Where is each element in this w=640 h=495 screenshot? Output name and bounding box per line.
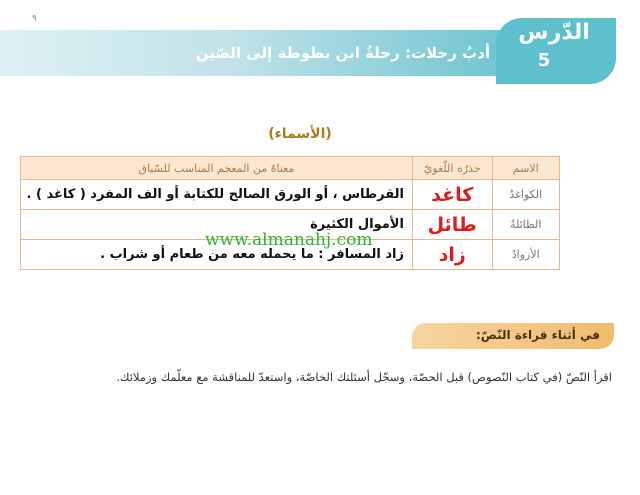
reading-instruction: اقرأ النّصّ (في كتاب النّصوص) قبل الحصّة، وسجّل أسئلتك الخاصّة، واستعدّ للمناقشة مع معلّمك وزملائك.	[116, 370, 612, 384]
page-corner-mark: ٩	[32, 14, 37, 24]
word-cell: الكواغدُ	[492, 180, 560, 210]
table-row	[21, 180, 560, 210]
lesson-number: 5	[537, 50, 551, 71]
word-cell: الطائلةُ	[492, 210, 560, 240]
lesson-title: أدبُ رحلات: رحلةُ ابن بطوطة إلى الصّين	[195, 44, 490, 62]
header-root: جذرُه اللّغويّ	[412, 157, 492, 180]
header-word: الاسم	[492, 157, 560, 180]
root-cell: زاد	[412, 240, 492, 270]
meaning-cell: الأموال الكثيرة	[21, 210, 413, 240]
table-header-row	[21, 157, 560, 180]
meaning-cell: زاد المسافر : ما يحمله معه من طعام أو شراب .	[21, 240, 413, 270]
word-cell: الأزوادُ	[492, 240, 560, 270]
root-cell: طائل	[412, 210, 492, 240]
header-meaning: معناهُ من المعجم المناسب للسّياق	[21, 157, 413, 180]
reading-label: في أثناء قراءة النّصّ:	[475, 328, 600, 342]
meaning-cell: القرطاس ، أو الورق الصالح للكتابة أو الف المفرد ( كاغد ) .	[21, 180, 413, 210]
section-heading: (الأسماء)	[268, 126, 332, 142]
watermark: www.almanahj.com	[205, 230, 373, 250]
vocabulary-table	[20, 156, 560, 270]
lesson-label: الدّرس	[518, 20, 590, 45]
root-cell: كاغد	[412, 180, 492, 210]
